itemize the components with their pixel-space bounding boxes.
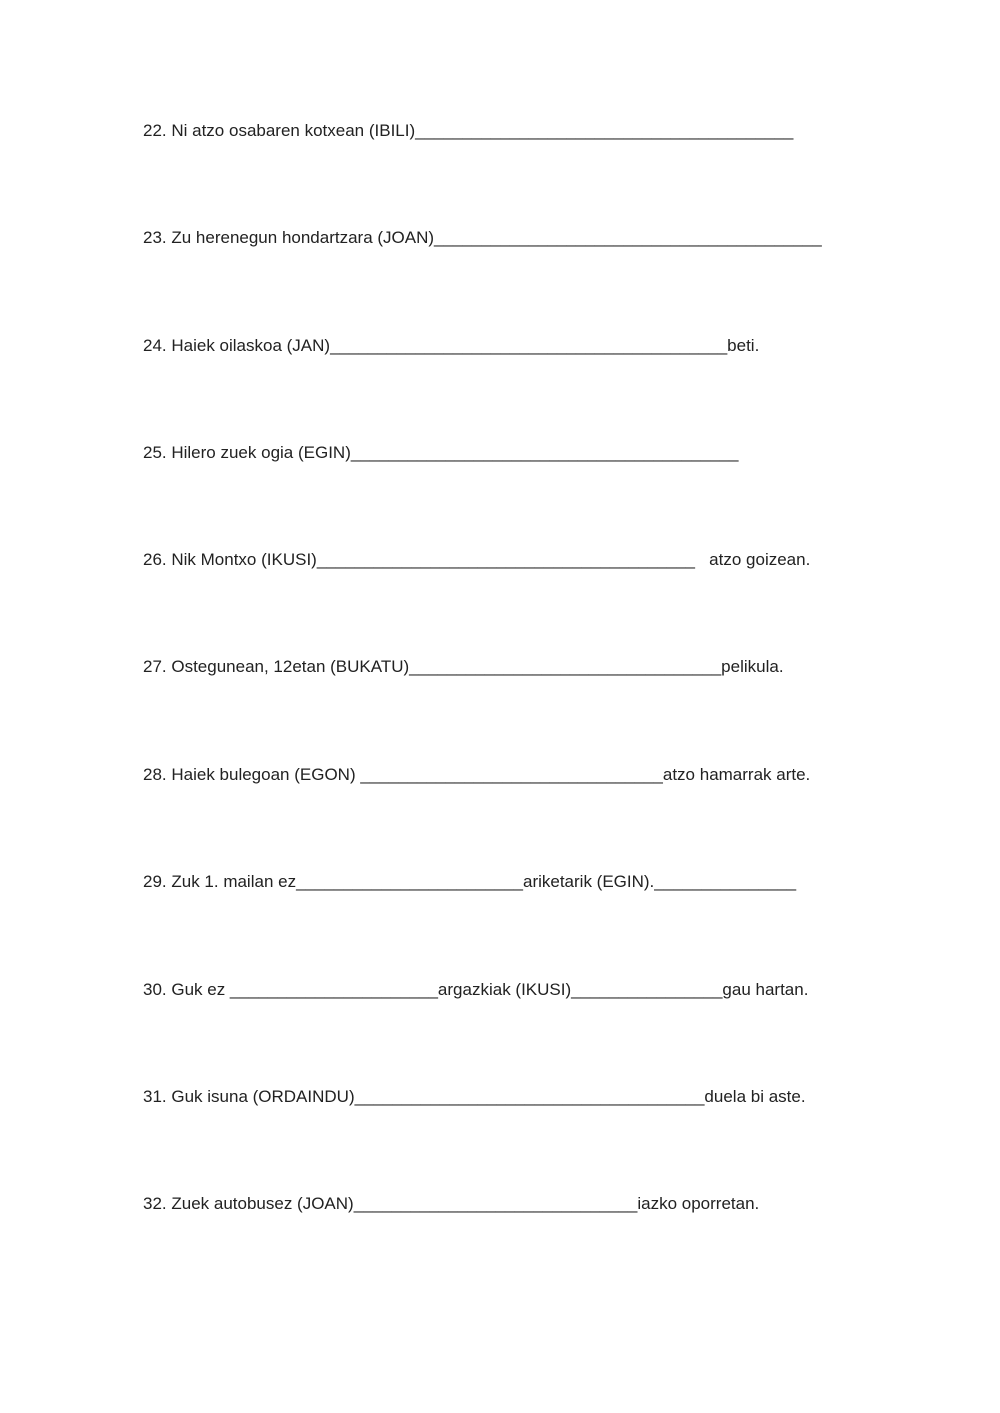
exercise-26: 26. Nik Montxo (IKUSI)________________________________________ atzo goizean. xyxy=(143,550,811,569)
exercise-29: 29. Zuk 1. mailan ez________________________ariketarik (EGIN)._______________ xyxy=(143,872,797,891)
exercise-28: 28. Haiek bulegoan (EGON) ________________________________atzo hamarrak arte. xyxy=(143,765,811,784)
exercise-27: 27. Ostegunean, 12etan (BUKATU)_________________________________pelikula. xyxy=(143,657,784,676)
exercise-25: 25. Hilero zuek ogia (EGIN)_________________________________________ xyxy=(143,443,739,462)
exercise-32: 32. Zuek autobusez (JOAN)______________________________iazko oporretan. xyxy=(143,1194,760,1213)
exercise-31: 31. Guk isuna (ORDAINDU)_____________________________________duela bi aste. xyxy=(143,1087,806,1106)
exercise-22: 22. Ni atzo osabaren kotxean (IBILI)________________________________________ xyxy=(143,121,794,140)
exercise-24: 24. Haiek oilaskoa (JAN)__________________________________________beti. xyxy=(143,336,760,355)
exercise-23: 23. Zu herenegun hondartzara (JOAN)_________________________________________ xyxy=(143,228,822,247)
exercise-30: 30. Guk ez ______________________argazkiak (IKUSI)________________gau hartan. xyxy=(143,980,809,999)
